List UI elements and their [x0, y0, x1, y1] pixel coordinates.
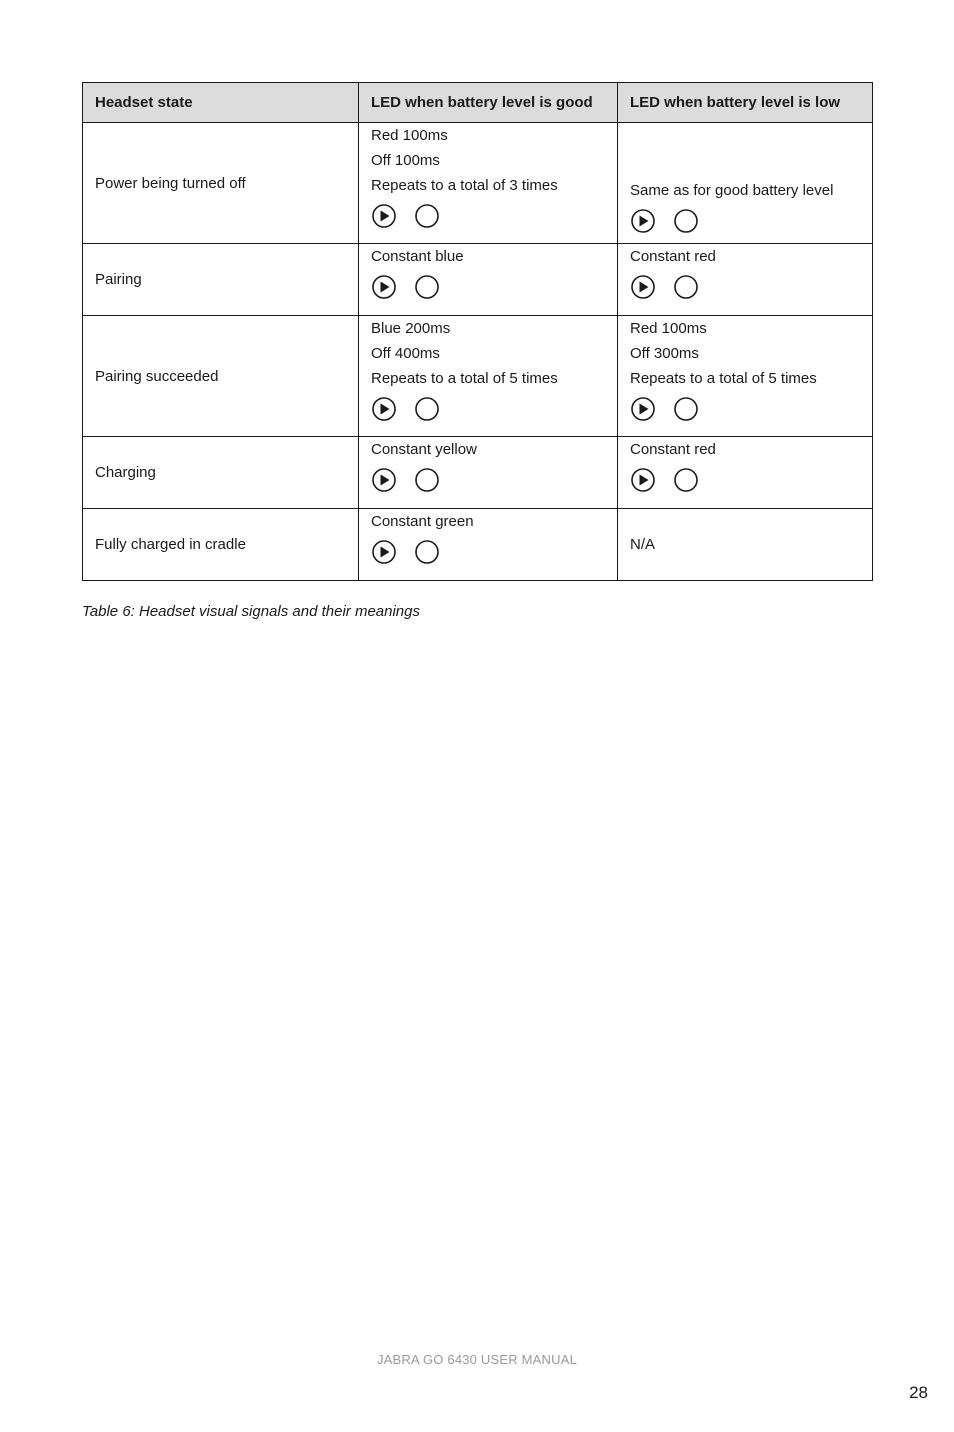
state-cell [83, 509, 359, 581]
led-circle-icon [414, 467, 440, 493]
page-number: 28 [909, 1383, 928, 1402]
state-label: Power being turned off [95, 174, 246, 192]
state-cell [83, 123, 359, 244]
state-label: Pairing succeeded [95, 367, 219, 385]
play-circle-icon [630, 467, 656, 493]
led-low-cell [618, 509, 873, 581]
led-icons [371, 540, 605, 564]
led-icons [371, 204, 605, 228]
led-text: Off 300ms [630, 345, 699, 362]
table-row [83, 123, 873, 244]
play-circle-icon [371, 274, 397, 300]
led-text: Constant green [371, 513, 474, 530]
led-text: Repeats to a total of 5 times [371, 370, 558, 387]
table-row [83, 437, 873, 509]
play-circle-icon [630, 274, 656, 300]
play-circle-icon [371, 467, 397, 493]
header-led-low: LED when battery level is low [618, 83, 873, 123]
led-good-cell [359, 437, 618, 509]
led-text: Red 100ms [630, 320, 707, 337]
led-good-cell [359, 244, 618, 316]
play-circle-icon [371, 396, 397, 422]
led-low-cell [618, 123, 873, 244]
led-icons [630, 397, 860, 421]
led-text: N/A [630, 536, 656, 553]
led-icons [630, 209, 860, 233]
state-cell [83, 244, 359, 316]
led-low-cell [618, 244, 873, 316]
led-text: Constant yellow [371, 441, 477, 458]
led-good-cell [359, 509, 618, 581]
table-row [83, 244, 873, 316]
led-text: Off 100ms [371, 152, 440, 169]
led-text: Constant red [630, 248, 716, 265]
led-icons [630, 275, 860, 299]
led-good-cell [359, 316, 618, 437]
led-icons [371, 397, 605, 421]
table-row [83, 509, 873, 581]
led-icons [630, 468, 860, 492]
led-circle-icon [673, 274, 699, 300]
led-circle-icon [414, 274, 440, 300]
led-text: Constant red [630, 441, 716, 458]
led-text: Red 100ms [371, 127, 448, 144]
led-icons [371, 468, 605, 492]
headset-signals-table [82, 82, 873, 581]
table-row [83, 316, 873, 437]
play-circle-icon [630, 208, 656, 234]
play-circle-icon [630, 396, 656, 422]
led-text: Constant blue [371, 248, 464, 265]
led-low-cell [618, 437, 873, 509]
state-label: Charging [95, 464, 156, 481]
led-text: Off 400ms [371, 345, 440, 362]
state-label: Fully charged in cradle [95, 536, 246, 553]
led-circle-icon [673, 396, 699, 422]
led-circle-icon [414, 203, 440, 229]
header-headset-state: Headset state [83, 83, 359, 123]
led-text: Repeats to a total of 5 times [630, 370, 817, 387]
header-led-good: LED when battery level is good [359, 83, 618, 123]
led-circle-icon [414, 539, 440, 565]
play-circle-icon [371, 203, 397, 229]
state-label: Pairing [95, 271, 142, 288]
table-header-row [83, 83, 873, 123]
document-footer: JABRA GO 6430 USER MANUAL [376, 1352, 578, 1367]
led-icons [371, 275, 605, 299]
state-cell [83, 437, 359, 509]
led-circle-icon [673, 467, 699, 493]
led-low-cell [618, 316, 873, 437]
led-good-cell [359, 123, 618, 244]
play-circle-icon [371, 539, 397, 565]
led-text: Repeats to a total of 3 times [371, 177, 558, 194]
led-circle-icon [414, 396, 440, 422]
led-text: Blue 200ms [371, 320, 451, 337]
table-caption: Table 6: Headset visual signals and their meanings [82, 603, 420, 620]
led-text: Same as for good battery level [630, 182, 834, 199]
state-cell [83, 316, 359, 437]
led-circle-icon [673, 208, 699, 234]
